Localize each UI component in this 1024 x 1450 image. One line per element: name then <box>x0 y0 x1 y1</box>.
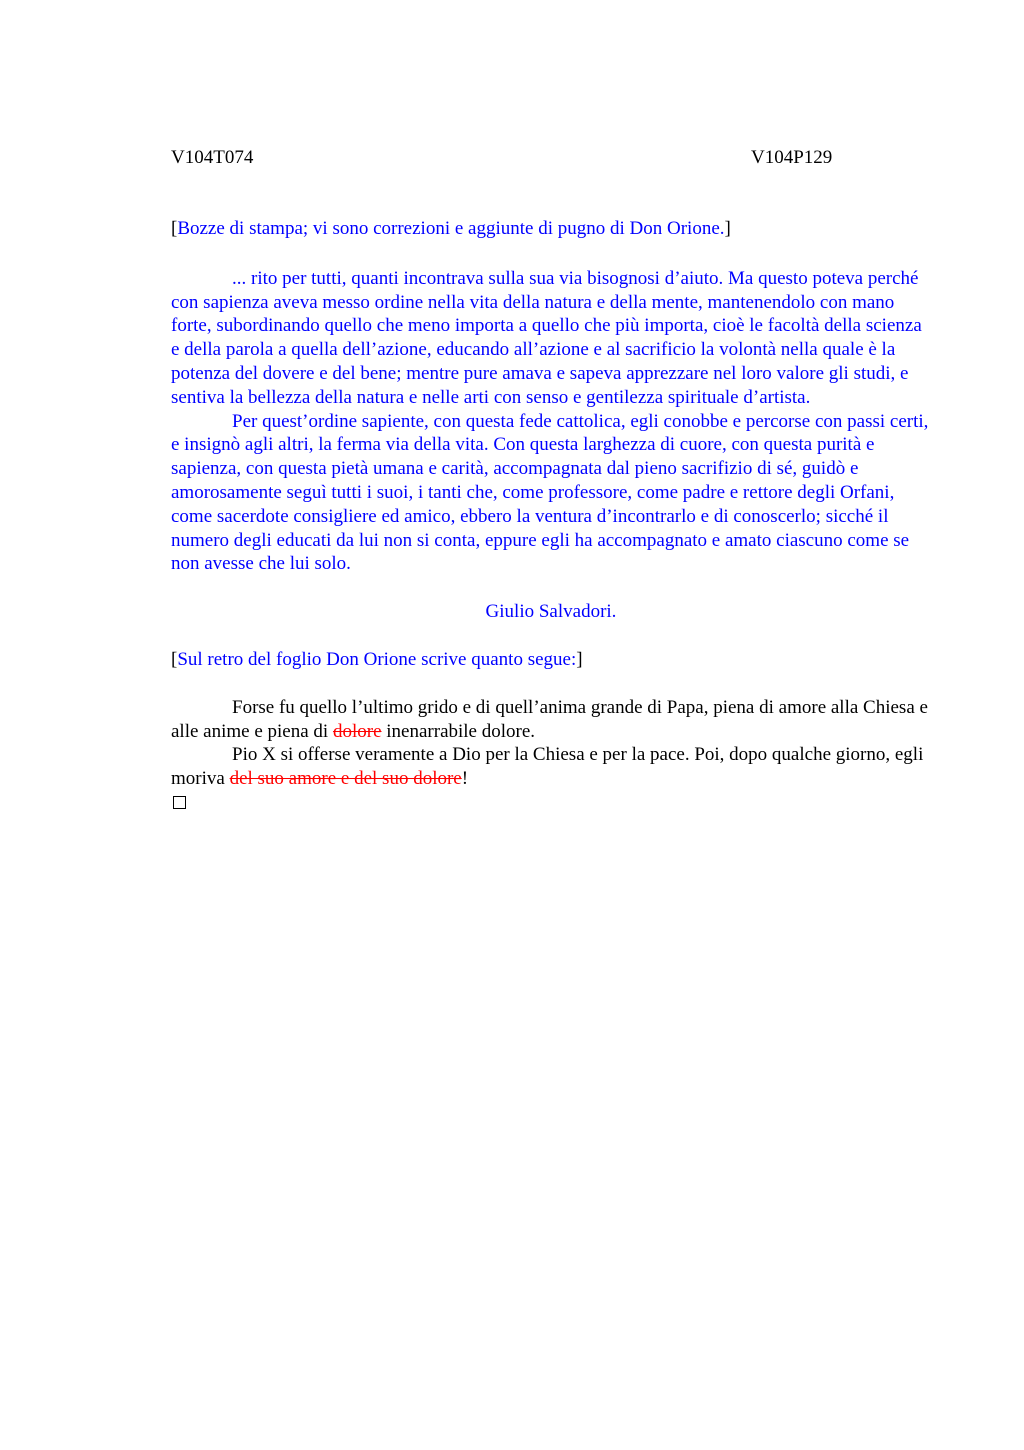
document-code-left: V104T074 <box>171 147 254 168</box>
handwritten-paragraph-1 <box>171 696 931 744</box>
paragraph-text: inenarrabile dolore. <box>381 720 536 742</box>
printed-paragraph-2: Per quest’ordine sapiente, con questa fede cattolica, egli conobbe e percorse con passi certi, e insignò agli altri, la ferma via della vita. Con questa larghezza di cuore, con questa purità e sapienza, con questa pietà umana e carità, accompagnata dal pieno sacrifizio di sé, guidò e amorosamente seguì tutti i suoi, i tanti che, come professore, come padre e rettore degli Orfani, come sacerdote consigliere ed amico, ebbero la ventura d’incontrarlo e di conoscerlo; sicché il numero degli educati da lui non si conta, eppure egli ha accompagnato e amato ciascuno come se non avesse che lui solo. <box>171 410 929 575</box>
paragraph-text: Forse fu quello l’ultimo grido e di quell’anima grande di Papa, piena di amore alla Chiesa e alle anime e piena di <box>171 696 928 742</box>
paragraph-text: Pio X si offerse veramente a Dio per la Chiesa e per la pace. Poi, dopo qualche giorno, egli moriva <box>171 744 924 790</box>
bracket-open: [ <box>171 218 178 239</box>
editorial-note-text: Sul retro del foglio Don Orione scrive quanto segue: <box>177 648 577 670</box>
editorial-note-back <box>171 648 931 672</box>
document-page <box>171 146 931 815</box>
document-code-right: V104P129 <box>751 147 833 168</box>
bracket-close: ] <box>724 218 731 239</box>
deleted-text: del suo amore e del suo dolore <box>229 768 462 790</box>
deleted-text: dolore <box>332 720 382 742</box>
bracket-close: ] <box>576 648 583 670</box>
paragraph-text: ! <box>461 768 469 790</box>
editorial-note-proofs <box>171 217 931 241</box>
bracket-open: [ <box>171 648 178 670</box>
end-marker <box>171 791 931 815</box>
editorial-note-text: Bozze di stampa; vi sono correzioni e aggiunte di pugno di Don Orione. <box>177 218 725 239</box>
square-outline-icon <box>173 796 186 809</box>
document-header <box>171 146 931 170</box>
author-signature: Giulio Salvadori. <box>485 601 617 623</box>
printed-paragraph-1: ... rito per tutti, quanti incontrava sulla sua via bisognosi d’aiuto. Ma questo poteva perché con sapienza aveva messo ordine nella vita della natura e della mente, mantenendolo con mano forte, subordinando quello che meno importa a quello che più importa, cioè le facoltà della scienza e della parola a quella dell’azione, educando all’azione e al sacrificio la volontà nella quale è la potenza del dovere e del bene; mentre pure amava e sapeva apprezzare nel loro valore gli studi, e sentiva la bellezza della natura e nelle arti con senso e gentilezza spirituale d’artista. <box>171 267 922 408</box>
handwritten-paragraph-2 <box>171 743 931 791</box>
